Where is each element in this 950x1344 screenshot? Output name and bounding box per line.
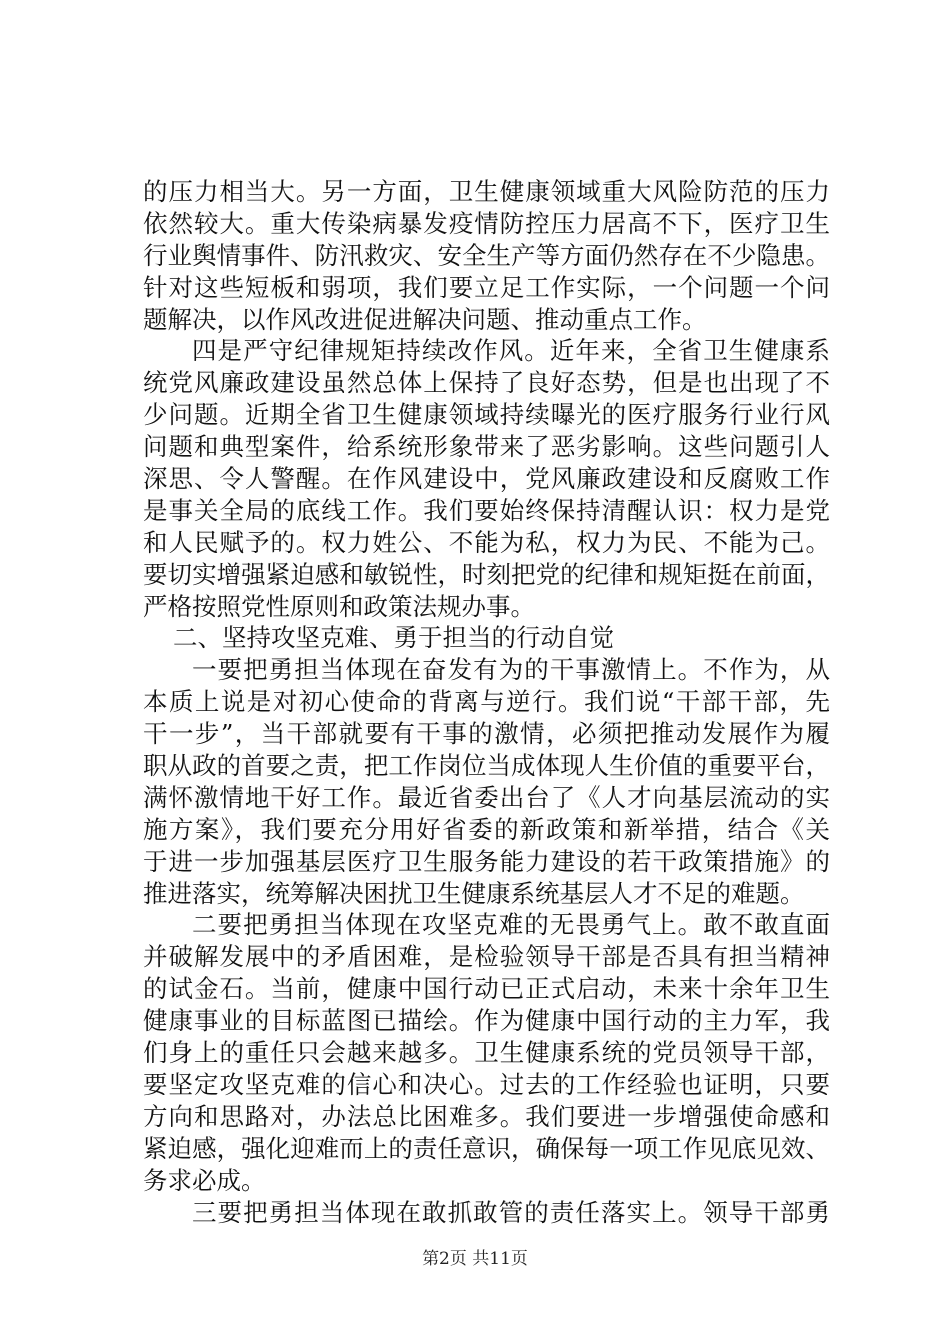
text-line: 们身上的重任只会越来越多。卫生健康系统的党员领导干部， (143, 1038, 830, 1068)
text-line: 要坚定攻坚克难的信心和决心。过去的工作经验也证明，只要 (143, 1069, 830, 1099)
text-line: 并破解发展中的矛盾困难，是检验领导干部是否具有担当精神 (143, 942, 830, 972)
text-line: 一要把勇担当体现在奋发有为的干事激情上。不作为，从 (192, 655, 830, 685)
text-line: 统党风廉政建设虽然总体上保持了良好态势，但是也出现了不 (143, 368, 830, 398)
text-line: 的压力相当大。另一方面，卫生健康领域重大风险防范的压力 (143, 177, 830, 206)
text-line: 紧迫感，强化迎难而上的责任意识，确保每一项工作见底见效、 (143, 1133, 830, 1163)
text-line: 职从政的首要之责，把工作岗位当成体现人生价值的重要平台， (143, 751, 830, 781)
text-line: 深思、令人警醒。在作风建设中，党风廉政建设和反腐败工作 (143, 464, 830, 494)
text-line: 满怀激情地干好工作。最近省委出台了《人才向基层流动的实 (143, 782, 830, 812)
page-footer: 第2页 共11页 (422, 1249, 528, 1269)
text-line: 二要把勇担当体现在攻坚克难的无畏勇气上。敢不敢直面 (192, 910, 830, 940)
text-line: 的试金石。当前，健康中国行动已正式启动，未来十余年卫生 (143, 974, 830, 1004)
text-line: 严格按照党性原则和政策法规办事。 (143, 591, 535, 621)
text-line: 少问题。近期全省卫生健康领域持续曝光的医疗服务行业行风 (143, 400, 830, 430)
text-line: 四是严守纪律规矩持续改作风。近年来，全省卫生健康系 (192, 336, 830, 366)
text-line: 要切实增强紧迫感和敏锐性，时刻把党的纪律和规矩挺在前面， (143, 559, 830, 589)
text-line: 题解决，以作风改进促进解决问题、推动重点工作。 (143, 304, 707, 334)
text-line: 问题和典型案件，给系统形象带来了恶劣影响。这些问题引人 (143, 432, 830, 462)
text-line: 针对这些短板和弱项，我们要立足工作实际，一个问题一个问 (143, 272, 830, 302)
text-line: 务求必成。 (143, 1165, 266, 1195)
text-line: 是事关全局的底线工作。我们要始终保持清醒认识：权力是党 (143, 495, 830, 525)
text-line: 二、坚持攻坚克难、勇于担当的行动自觉 (173, 623, 614, 653)
text-line: 施方案》，我们要充分用好省委的新政策和新举措，结合《关 (143, 814, 830, 844)
text-line: 推进落实，统筹解决困扰卫生健康系统基层人才不足的难题。 (143, 878, 805, 908)
text-line: 健康事业的目标蓝图已描绘。作为健康中国行动的主力军，我 (143, 1006, 830, 1036)
text-line: 于进一步加强基层医疗卫生服务能力建设的若干政策措施》的 (143, 846, 830, 876)
document-body (143, 176, 830, 1228)
text-line: 依然较大。重大传染病暴发疫情防控压力居高不下，医疗卫生 (143, 208, 830, 238)
text-line: 方向和思路对，办法总比困难多。我们要进一步增强使命感和 (143, 1101, 830, 1131)
text-line: 干一步”，当干部就要有干事的激情，必须把推动发展作为履 (143, 719, 830, 749)
text-line: 本质上说是对初心使命的背离与逆行。我们说“干部干部，先 (143, 687, 830, 717)
text-line: 和人民赋予的。权力姓公、不能为私，权力为民、不能为己。 (143, 527, 830, 557)
text-line: 三要把勇担当体现在敢抓敢管的责任落实上。领导干部勇 (192, 1197, 830, 1227)
text-line: 行业舆情事件、防汛救灾、安全生产等方面仍然存在不少隐患。 (143, 240, 830, 270)
